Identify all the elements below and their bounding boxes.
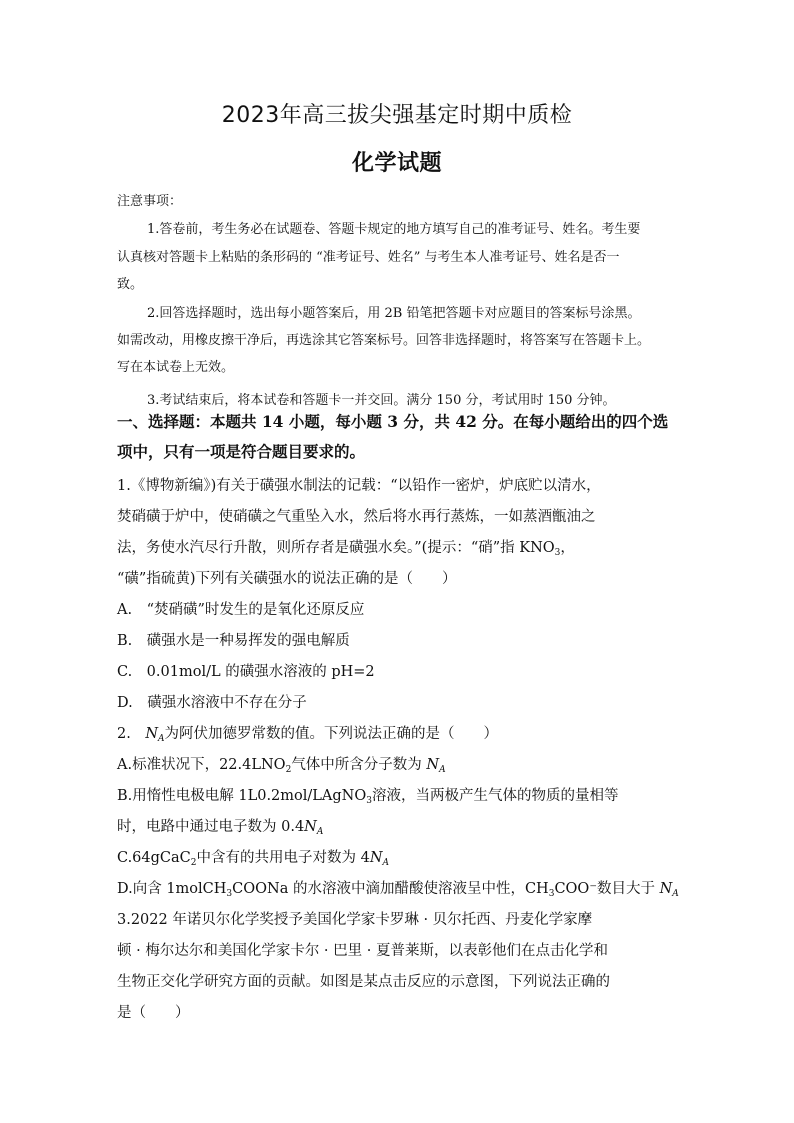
q3-line-3: 生物正交化学研究方面的贡献。如图是某点击反应的示意图，下列说法正确的 [117, 974, 610, 990]
q2-option-c: C.64gCaC$_2$中含有的共用电子对数为 $4N_A$ [117, 850, 390, 868]
q3-line-2: 顿 · 梅尔达尔和美国化学家卡尔 · 巴里 · 夏普莱斯，以表彰他们在点击化学和 [117, 943, 608, 959]
q2-option-b-line-2: 时，电路中通过电子数为 $0.4N_A$ [117, 819, 324, 837]
notes-heading: 注意事项： [117, 194, 183, 209]
exam-subtitle: 化学试题 [351, 151, 442, 176]
note-2-line-3: 写在本试卷上无效。 [117, 360, 235, 375]
note-1-line-2: 认真核对答题卡上粘贴的条形码的 “准考证号、姓名” 与考生本人准考证号、姓名是否一 [117, 250, 620, 265]
q2-option-b-line-1: B.用惰性电极电解 1L0.2mol/LAgNO$_3$溶液，当两极产生气体的物质的量相等 [117, 788, 619, 806]
q2-stem: 2. $N_A$为阿伏加德罗常数的值。下列说法正确的是（ ） [117, 726, 499, 744]
q1-line-3: 法，务使水汽尽行升散，则所存者是磺强水矣。”(提示：“硝”指 $KNO_3$， [117, 540, 575, 558]
section-1-line-2: 项中，只有一项是符合题目要求的。 [117, 442, 366, 461]
exam-title: 2023年高三拔尖强基定时期中质检 [221, 103, 573, 128]
note-2-line-2: 如需改动，用橡皮擦干净后，再选涂其它答案标号。回答非选择题时，将答案写在答题卡上。 [117, 333, 651, 348]
q1-option-a: A. “焚硝磺”时发生的是氧化还原反应 [117, 602, 365, 618]
note-1-line-3: 致。 [117, 277, 144, 292]
q3-line-4: 是（ ） [117, 1005, 190, 1021]
q2-option-d: D.向含 1molCH$_3$COONa 的水溶液中滴加醋酸使溶液呈中性，$CH_3COO^-$数目大于 $N_A$ [117, 881, 679, 899]
q1-option-c: C. 0.01mol/L 的磺强水溶液的 pH=2 [117, 664, 375, 680]
q3-line-1: 3.2022 年诺贝尔化学奖授予美国化学家卡罗琳 · 贝尔托西、丹麦化学家摩 [117, 912, 593, 928]
q2-option-a: A.标准状况下，$22.4LNO_2$气体中所含分子数为 $N_A$ [117, 757, 446, 775]
note-3: 3.考试结束后，将本试卷和答题卡一并交回。满分 150 分，考试用时 150 分钟。 [147, 393, 616, 408]
q1-line-1: 1.《博物新编》)有关于磺强水制法的记载：“以铅作一密炉，炉底贮以清水， [117, 478, 601, 494]
note-2-line-1: 2.回答选择题时，选出每小题答案后，用 2B 铅笔把答题卡对应题目的答案标号涂黑。 [147, 306, 641, 321]
q1-option-d: D. 磺强水溶液中不存在分子 [117, 695, 307, 711]
q1-line-2: 焚硝磺于炉中，使硝磺之气重坠入水，然后将水再行蒸炼，一如蒸酒甑油之 [117, 509, 596, 525]
note-1-line-1: 1.答卷前，考生务必在试题卷、答题卡规定的地方填写自己的准考证号、姓名。考生要 [147, 222, 641, 237]
q1-option-b: B. 磺强水是一种易挥发的强电解质 [117, 633, 350, 649]
q1-line-4: “磺”指硫黄)下列有关磺强水的说法正确的是（ ） [117, 571, 457, 587]
section-1-line-1: 一、选择题：本题共 14 小题，每小题 3 分，共 42 分。在每小题给出的四个选 [117, 412, 669, 431]
